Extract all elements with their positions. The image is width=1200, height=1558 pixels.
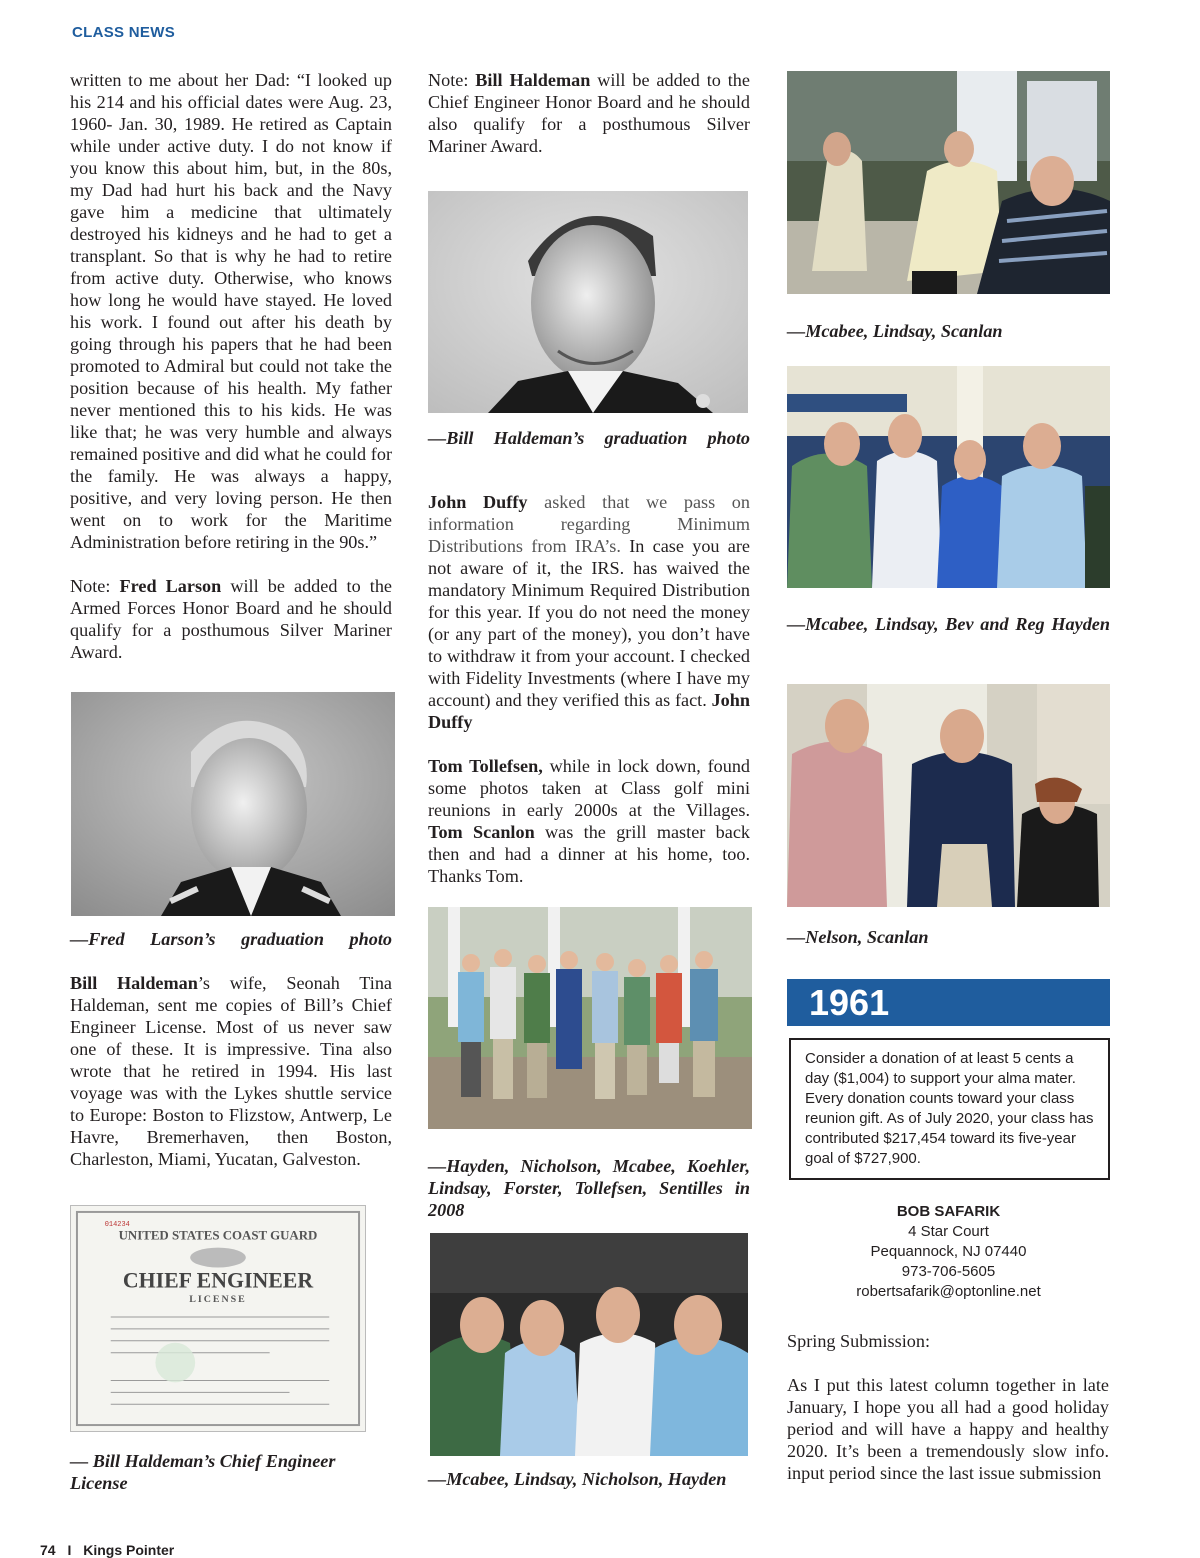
contact-name: BOB SAFARIK — [896, 1203, 1001, 1220]
page-footer — [40, 1542, 174, 1558]
contact-city: Pequannock, NJ 07440 — [870, 1243, 1027, 1260]
haldeman-note: Note: Bill Haldeman will be added to the Chief Engineer Honor Board and he should also qualify for a posthumous Silver Mariner Award. — [428, 70, 750, 156]
caption-four-people: —Mcabee, Lindsay, Bev and Reg Hayden — [787, 614, 1110, 634]
caption-bill-haldeman: —Bill Haldeman’s graduation photo — [428, 428, 750, 448]
license-title: CHIEF ENGINEER — [122, 1268, 314, 1293]
caption-porch: —Mcabee, Lindsay, Scanlan — [787, 321, 1003, 341]
contact-email[interactable]: robertsafarik@optonline.net — [856, 1283, 1041, 1300]
kitchen-photo — [787, 684, 1110, 907]
porch-photo — [787, 71, 1110, 294]
duffy-paragraph: John Duffy asked that we pass on information regarding Minimum Distributions from IRA’s. In case you are not aware of it, the IRS. has waived the mandatory Minimum Required Distribution for this year. If you do not need the money (or any part of the money), you don’t have to withdraw it from your account. I checked with Fidelity Investments (where I have my account) and they verified this as fact. John Duffy — [428, 492, 750, 732]
footer-separator: I — [67, 1542, 72, 1558]
svg-text:014234: 014234 — [104, 1220, 130, 1229]
section-header: CLASS NEWS — [72, 24, 176, 41]
letter-paragraph: written to me about her Dad: “I looked up his 214 and his official dates were Aug. 23, 1960- Jan. 30, 1989. He retired as Captain while under active duty. I do not know if you know this about him, but, in the 80s, my Dad had hurt his back and the Navy gave him a medicine that ultimately destroyed his kidneys and he had to get a transplant. So that is why he had to retire from active duty. Otherwise, who knows how long he would have stayed. He loved his work. I found out after his death by going through his papers that he had been promoted to Admiral but could not take the position because of his health. My father never mentioned this to his kids. He was like that; he was very humble and always remained positive and did what he could for the family. He was always a happy, positive, and very loving person. He then went on to work for the Maritime Administration before retiring in the 90s.” — [70, 70, 392, 552]
page-number: 74 — [40, 1542, 56, 1558]
column-1-top — [70, 69, 392, 663]
class-year-banner: 1961 — [787, 979, 1110, 1026]
four-men-photo — [430, 1233, 748, 1456]
donation-text: Consider a donation of at least 5 cents a day ($1,004) to support your alma mater. Every donation counts toward your class reunion gift. As of July 2020, your class has contributed $217,454 toward its five-year goal of $727,900. — [805, 1050, 1094, 1167]
caption-group-2008: —Hayden, Nicholson, Mcabee, Koehler, Lindsay, Forster, Tollefsen, Sentilles in 2008 — [428, 1156, 750, 1220]
four-people-photo — [787, 366, 1110, 588]
bill-haldeman-photo — [428, 191, 748, 413]
spring-heading: Spring Submission: — [787, 1331, 931, 1351]
caption-license: — Bill Haldeman’s Chief Engineer License — [70, 1451, 336, 1493]
caption-kitchen: —Nelson, Scanlan — [787, 927, 929, 947]
contact-street: 4 Star Court — [908, 1223, 989, 1240]
tollefsen-paragraph: Tom Tollefsen, while in lock down, found some photos taken at Class golf mini reunions in early 2000s at the Villages. Tom Scanlon was the grill master back then and had a dinner at his home, too. Thanks Tom. — [428, 756, 751, 886]
caption-fred-larson: —Fred Larson’s graduation photo — [70, 929, 392, 949]
larson-note: Note: Fred Larson will be added to the Armed Forces Honor Board and he should qualify for a posthumous Silver Mariner Award. — [70, 576, 392, 662]
column-2-top — [428, 69, 750, 157]
group-photo-2008 — [428, 907, 752, 1129]
contact-phone: 973-706-5605 — [901, 1263, 996, 1280]
note-name: Fred Larson — [119, 576, 222, 596]
license-heading: UNITED STATES COAST GUARD — [118, 1228, 318, 1243]
caption-four-men: —Mcabee, Lindsay, Nicholson, Hayden — [428, 1469, 727, 1489]
license-sub: LICENSE — [189, 1294, 247, 1306]
contact-block — [787, 1202, 1110, 1302]
haldeman-wife-paragraph: Bill Haldeman’s wife, Seonah Tina Haldeman, sent me copies of Bill’s Chief Engineer License. Most of us never saw one of these. It is impressive. Tina also wrote that he retired in 1994. His last voyage was with the Lykes shuttle service to Europe: Boston to Flizstow, Antwerp, Le Havre, Bremerhaven, then Boston, Charleston, Miami, Yucatan, Galveston. — [70, 973, 392, 1169]
publication-name: Kings Pointer — [83, 1542, 175, 1558]
chief-engineer-license — [70, 1205, 366, 1432]
donation-box — [789, 1038, 1110, 1180]
spring-text: As I put this latest column together in late January, I hope you all had a good holiday period and will have a happy and healthy 2020. It’s been a tremendously slow info. input period since the last issue submission — [787, 1375, 1109, 1483]
column-2-middle — [428, 491, 750, 887]
fred-larson-photo — [71, 692, 395, 916]
spring-submission — [787, 1330, 1109, 1484]
column-1-bottom — [70, 972, 392, 1170]
